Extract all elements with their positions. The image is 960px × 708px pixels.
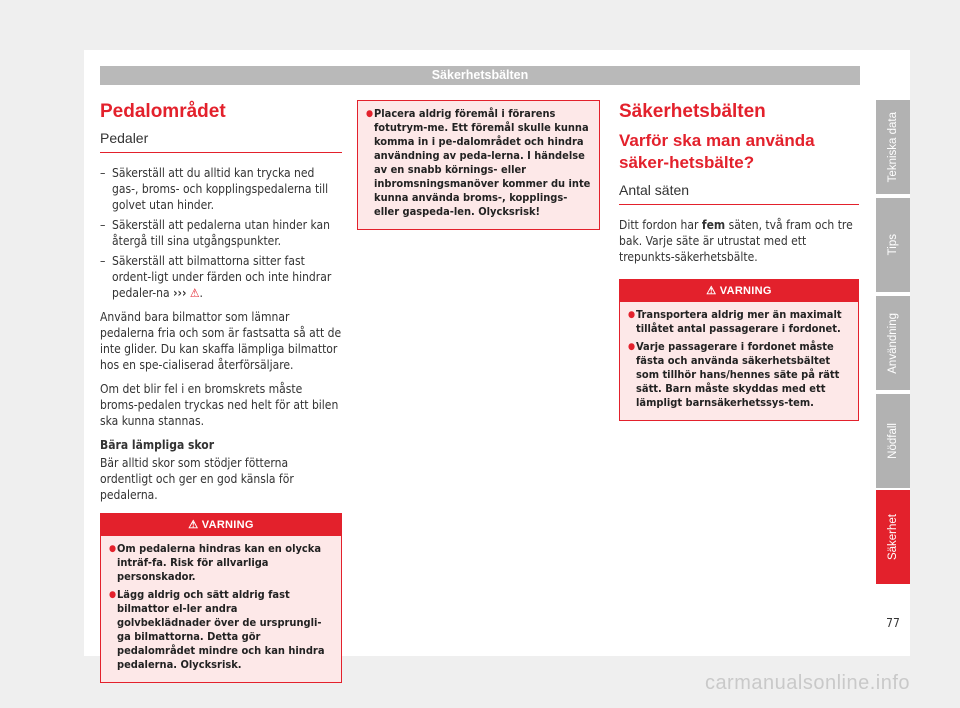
column-3 bbox=[619, 100, 859, 421]
chapter-header: Säkerhetsbälten bbox=[100, 66, 860, 85]
tab-sakerhet[interactable]: Säkerhet bbox=[876, 490, 910, 584]
warning-item: ● Placera aldrig föremål i förarens fotutrym-me. Ett föremål skulle kunna komma in i pe-dalområdet och hindra användning av peda-lerna. I händelse av en snabb körnings- eller inbromsningsmanöver kommer du inte kunna använda broms-, kopplings- eller gaspeda-len. Olycksrisk! bbox=[366, 107, 591, 219]
warning-box bbox=[100, 513, 342, 683]
page-number: 77 bbox=[886, 616, 900, 630]
warning-box-continued bbox=[357, 100, 600, 230]
watermark: carmanualsonline.info bbox=[704, 672, 910, 694]
pedal-checklist bbox=[100, 165, 342, 301]
section-subtitle: Varför ska man använda säker-hetsbälte? bbox=[619, 131, 815, 172]
subsection-title: Antal säten bbox=[619, 182, 859, 205]
list-item: – Säkerställ att pedalerna utan hinder kan återgå till sina utgångspunkter. bbox=[100, 217, 342, 249]
tab-tips[interactable]: Tips bbox=[876, 198, 910, 292]
section-title: Pedalområdet bbox=[100, 101, 226, 122]
tab-anvandning[interactable]: Användning bbox=[876, 296, 910, 390]
section-title: Säkerhetsbälten bbox=[619, 101, 766, 122]
tab-nodfall[interactable]: Nödfall bbox=[876, 394, 910, 488]
list-item-text: Säkerställ att bilmattorna sitter fast ordent-ligt under färden och inte hindrar pedaler-na bbox=[112, 254, 332, 300]
list-item: – Säkerställ att bilmattorna sitter fast ordent-ligt under färden och inte hindrar pedaler-na ››› ⚠. bbox=[100, 253, 342, 301]
warning-item: ● Om pedalerna hindras kan en olycka inträf-fa. Risk för allvarliga personskador. bbox=[109, 542, 333, 584]
paragraph: Om det blir fel i en bromskrets måste broms-pedalen tryckas ned helt för att bilen ska kunna stannas. bbox=[100, 382, 339, 428]
paragraph: Använd bara bilmattor som lämnar pedalerna fria och som är fastsatta så att de inte glider. Du kan skaffa lämpliga bilmattor hos en spe-cialiserad återförsäljare. bbox=[100, 310, 342, 372]
paragraph: Bär alltid skor som stödjer fötterna ordentligt och ger en god känsla för pedalerna. bbox=[100, 456, 294, 502]
warning-item: ● Transportera aldrig mer än maximalt tillåtet antal passagerare i fordonet. bbox=[628, 308, 850, 336]
column-1 bbox=[100, 100, 342, 683]
warning-triangle-icon: ⚠ bbox=[706, 285, 717, 297]
warning-triangle-icon: ⚠ bbox=[188, 519, 199, 531]
warning-title: ⚠ VARNING bbox=[620, 280, 858, 302]
subsection-title: Pedaler bbox=[100, 130, 342, 153]
cross-reference-arrows: ››› bbox=[173, 286, 187, 300]
tab-tekniska-data[interactable]: Tekniska data bbox=[876, 100, 910, 194]
warning-triangle-icon: ⚠ bbox=[189, 286, 200, 300]
warning-item: ● Lägg aldrig och sätt aldrig fast bilmattor el-ler andra golvbeklädnader över de ursprungli-ga bilmattorna. Detta gör pedalområdet mindre och kan hindra pedalerna. Olycksrisk. bbox=[109, 588, 333, 672]
column-2 bbox=[357, 100, 600, 230]
list-item: – Säkerställ att du alltid kan trycka ned gas-, broms- och kopplingspedalerna till golvet utan hinder. bbox=[100, 165, 342, 213]
paragraph: Ditt fordon har fem säten, två fram och tre bak. Varje säte är utrustat med ett trepunkts-säkerhetsbälte. bbox=[619, 218, 853, 264]
warning-box bbox=[619, 279, 859, 421]
shoes-heading: Bära lämpliga skor bbox=[100, 438, 215, 452]
warning-title: ⚠ VARNING bbox=[101, 514, 341, 536]
warning-item: ● Varje passagerare i fordonet måste fästa och använda säkerhetsbältet som tillhör hans/hennes säte på rätt sätt. Barn måste skyddas med ett lämpligt barnsäkerhetssys-tem. bbox=[628, 340, 850, 410]
